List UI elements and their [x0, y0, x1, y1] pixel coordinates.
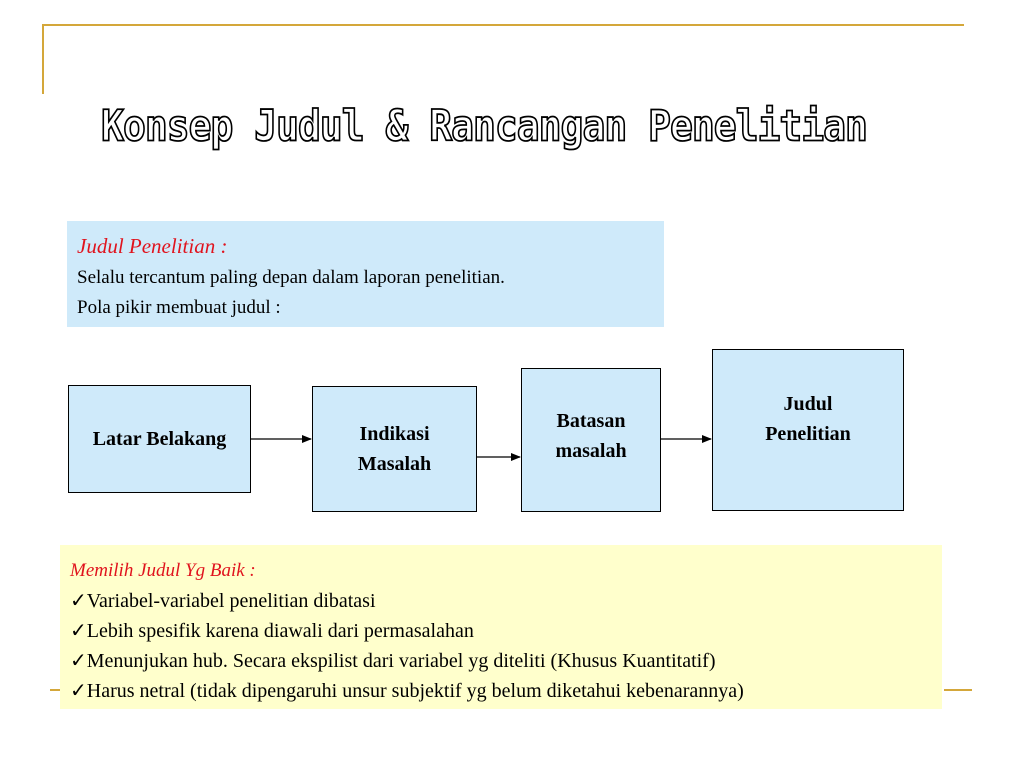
flow-box-label: Batasan — [556, 410, 626, 432]
judul-line-1: Selalu tercantum paling depan dalam laporan penelitian. — [77, 267, 505, 288]
judul-penelitian-box — [67, 221, 664, 327]
decorative-bottom-right-rule — [944, 689, 972, 691]
flow-box-label: Penelitian — [765, 423, 851, 445]
slide-title: Konsep Judul & Rancangan Penelitian — [101, 101, 867, 151]
check-icon: ✓ — [70, 590, 87, 612]
decorative-top-rule — [42, 24, 964, 26]
flow-box-label: Indikasi — [359, 423, 430, 445]
check-icon: ✓ — [70, 680, 87, 702]
list-item: ✓Variabel-variabel penelitian dibatasi — [70, 590, 376, 612]
memilih-heading-line — [70, 555, 932, 586]
judul-heading: Judul Penelitian — [77, 234, 216, 258]
list-item: ✓Lebih spesifik karena diawali dari permasalahan — [70, 620, 474, 642]
memilih-judul-box — [60, 545, 942, 709]
judul-line-2: Pola pikir membuat judul : — [77, 297, 281, 318]
judul-heading-suffix: : — [215, 234, 228, 258]
flow-box-label: Masalah — [357, 453, 432, 475]
flow-box-batasan-masalah — [521, 368, 661, 512]
flow-box-judul-penelitian — [712, 349, 904, 511]
flow-box-latar-belakang — [68, 385, 251, 493]
flow-box-indikasi-masalah — [312, 386, 477, 512]
flow-box-label: masalah — [555, 440, 627, 462]
memilih-heading: Memilih Judul Yg Baik — [70, 560, 245, 581]
check-icon: ✓ — [70, 620, 87, 642]
list-item: ✓Menunjukan hub. Secara ekspilist dari variabel yg diteliti (Khusus Kuantitatif) — [70, 650, 716, 672]
flow-box-label: Judul — [783, 393, 833, 415]
check-icon: ✓ — [70, 650, 87, 672]
judul-heading-line — [77, 231, 654, 263]
list-item: ✓Harus netral (tidak dipengaruhi unsur subjektif yg belum diketahui kebenarannya) — [70, 680, 744, 702]
flow-box-label: Latar Belakang — [92, 428, 227, 450]
decorative-left-rule — [42, 24, 44, 94]
memilih-heading-suffix: : — [244, 560, 256, 581]
